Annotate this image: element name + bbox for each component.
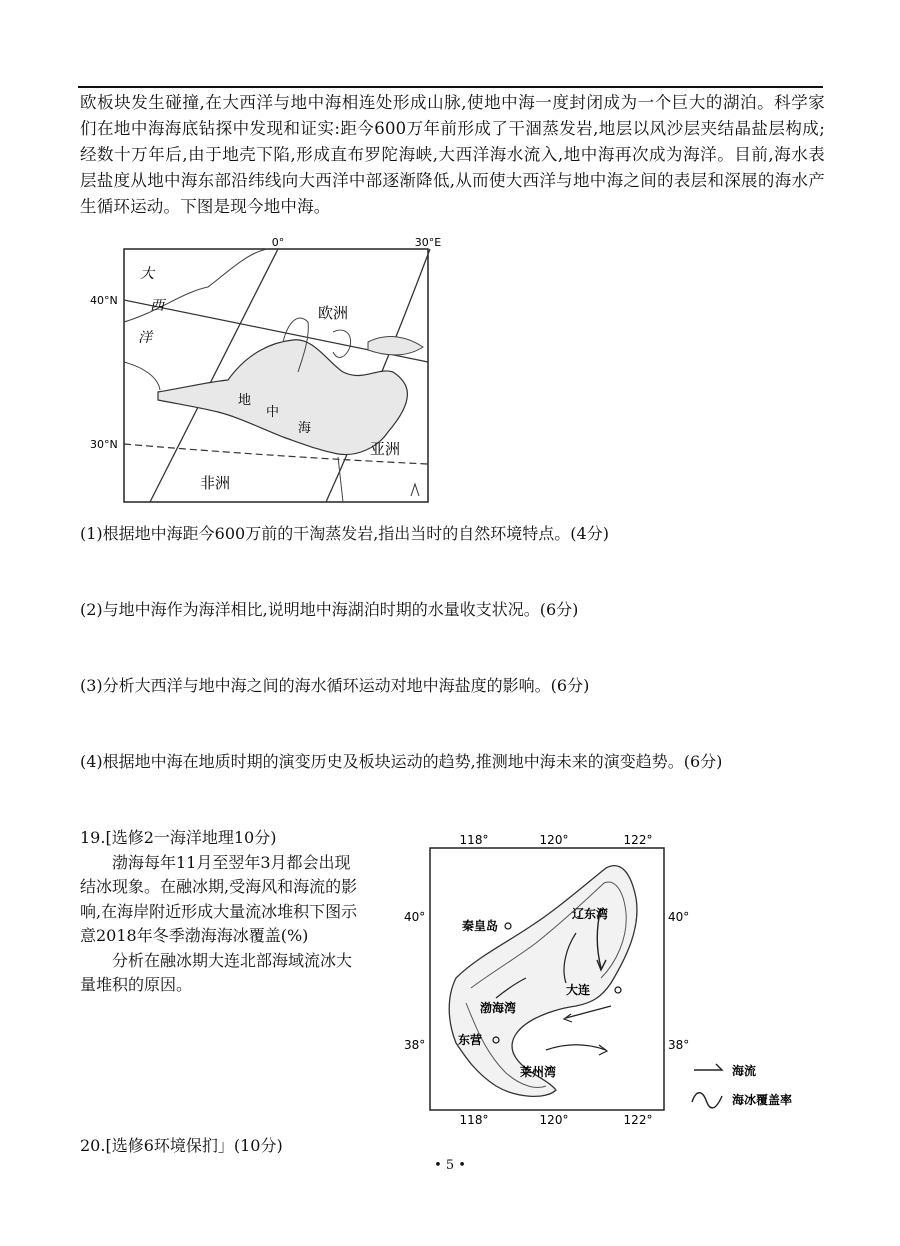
- lon-bottom-120: 120°: [539, 1113, 569, 1127]
- lon-bottom-122: 122°: [623, 1113, 653, 1127]
- question-4: (4)根据地中海在地质时期的演变历史及板块运动的趋势,推测地中海未来的演变趋势。(6分): [80, 752, 723, 771]
- section-20-heading: 20.[选修6环境保扪」(10分): [80, 1136, 283, 1155]
- section-19: [80, 826, 365, 998]
- label-dongying: 东营: [458, 1033, 483, 1047]
- label-dalian: 大连: [566, 983, 591, 997]
- bohai-coastline: [449, 866, 637, 1097]
- lat-left-40: 40°: [404, 910, 426, 924]
- current-arrowhead-3: [599, 1045, 607, 1055]
- question-2: (2)与地中海作为海洋相比,说明地中海湖泊时期的水量收支状况。(6分): [80, 600, 579, 619]
- section-19-heading: 19.[选修2一海洋地理10分): [80, 828, 277, 847]
- lon-top-122: 122°: [623, 833, 653, 847]
- legend-ice-icon: [692, 1093, 722, 1108]
- north-arrow-icon: [411, 484, 419, 496]
- city-dot-qinhuangdao: [505, 923, 511, 929]
- lat-left-38: 38°: [404, 1038, 426, 1052]
- coast-balkans: [333, 330, 351, 357]
- mediterranean-map: [88, 232, 450, 512]
- bohai-sea-map: [396, 828, 816, 1128]
- label-europe: 欧洲: [318, 304, 349, 322]
- lon-bottom-118: 118°: [459, 1113, 489, 1127]
- intro-paragraph: 欧板块发生碰撞,在大西洋与地中海相连处形成山脉,使地中海一度封闭成为一个巨大的湖泊。科学家们在地中海海底钻探中发现和证实:距今600万年前形成了干涸蒸发岩,地层以风沙层夹结晶盐层构成;经数十万年后,由于地壳下陷,形成直布罗陀海峡,大西洋海水流入,地中海再次成为海洋。目前,海水表层盐度从地中海东部沿纬线向大西洋中部逐渐降低,从而使大西洋与地中海之间的表层和深展的海水产生循环运动。下图是现今地中海。: [80, 93, 825, 216]
- label-ocean-2: 西: [150, 298, 164, 314]
- lon-top-118: 118°: [459, 833, 489, 847]
- label-med-2: 中: [266, 405, 280, 420]
- lat-label-30n: 30°N: [90, 438, 118, 451]
- lon-label-30e: 30°E: [414, 236, 442, 249]
- label-med-1: 地: [238, 393, 252, 408]
- lat-right-40: 40°: [668, 910, 690, 924]
- label-ocean-1: 大: [140, 266, 154, 282]
- black-sea: [368, 337, 423, 355]
- label-ocean-3: 洋: [138, 330, 152, 346]
- label-bohai-bay: 渤海湾: [480, 1001, 517, 1015]
- question-1: (1)根据地中海距今600万前的干淘蒸发岩,指出当时的自然环境特点。(4分): [80, 524, 609, 543]
- label-laizhou-bay: 莱州湾: [520, 1065, 557, 1079]
- label-africa: 非洲: [200, 474, 231, 492]
- legend-current-icon: [694, 1064, 722, 1070]
- lat-right-38: 38°: [668, 1038, 690, 1052]
- lat-label-40n: 40°N: [90, 294, 118, 307]
- section-19-paragraph-2: 分析在融冰期大连北部海域流冰大量堆积的原因。: [80, 950, 353, 994]
- mediterranean-sea: [158, 340, 407, 455]
- current-laizhou: [546, 1045, 606, 1050]
- label-asia: 亚洲: [370, 440, 401, 458]
- header-rule: [78, 86, 823, 88]
- lon-label-0: 0°: [271, 236, 285, 249]
- label-liaodong-bay: 辽东湾: [572, 907, 609, 921]
- lon-top-120: 120°: [539, 833, 569, 847]
- page-number: • 5 •: [434, 1158, 466, 1173]
- coast-morocco: [124, 362, 160, 390]
- question-3: (3)分析大西洋与地中海之间的海水循环运动对地中海盐度的影响。(6分): [80, 676, 590, 695]
- label-qinhuangdao: 秦皇岛: [462, 919, 499, 933]
- legend-current-label: 海流: [732, 1064, 757, 1078]
- label-med-3: 海: [298, 421, 312, 436]
- city-dot-dalian: [615, 987, 621, 993]
- section-19-paragraph-1: 渤海每年11月至翌年3月都会出现结冰现象。在融冰期,受海风和海流的影响,在海岸附近形成大量流冰堆积下图示意2018年冬季渤海海冰覆盖(%): [80, 852, 358, 945]
- legend-ice-label: 海冰覆盖率: [732, 1093, 793, 1107]
- current-center: [566, 1006, 611, 1018]
- red-sea-coast: [338, 457, 343, 502]
